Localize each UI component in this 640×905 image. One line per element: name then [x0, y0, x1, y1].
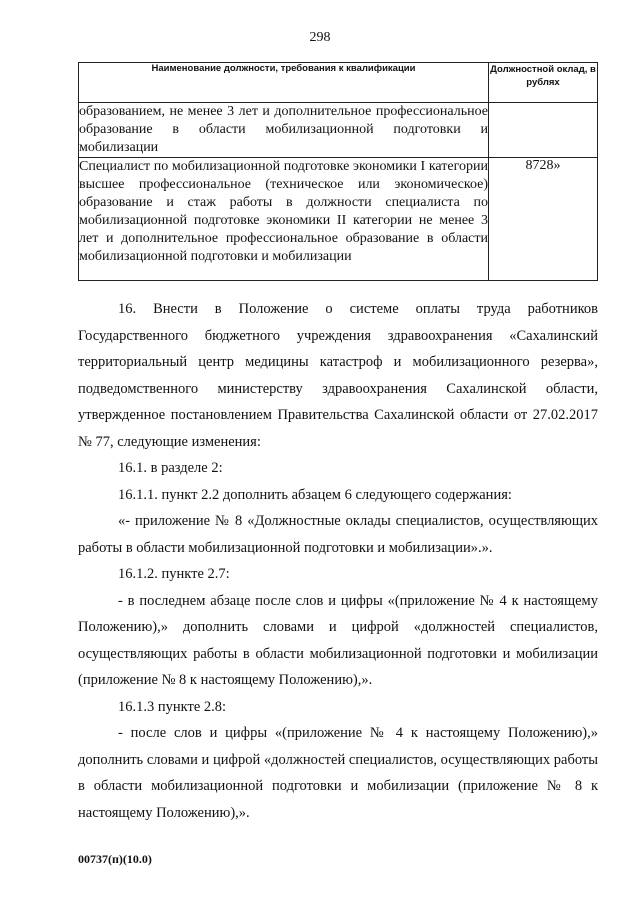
table-header-row	[79, 63, 598, 103]
row-position-text: Специалист по мобилизационной подготовке экономики I категории высшее профессиональное (техническое или экономическое) образование и стаж работы в должности специалиста по мобилизационной подготовке экономики II категории не менее 3 лет и дополнительное профессиональное образование в области мобилизационной подготовки и мобилизации	[79, 158, 489, 281]
paragraph: - после слов и цифры «(приложение № 4 к настоящему Положению),» дополнить словами и цифрой «должностей специалистов, осуществляющих работы в области мобилизационной подготовки и мобилизации (приложение № 8 к настоящему Положению),».	[78, 725, 598, 821]
header-salary: Должностной оклад, в рублях	[489, 63, 598, 103]
document-body	[78, 296, 598, 826]
paragraph: 16. Внести в Положение о системе оплаты труда работников Государственного бюджетного учреждения здравоохранения «Сахалинский территориальный центр медицины катастроф и мобилизационного резерва», подведомственного министерству здравоохранения Сахалинской области, утвержденное постановлением Правительства Сахалинской области от 27.02.2017 № 77, следующие изменения:	[78, 301, 598, 450]
row-salary	[489, 103, 598, 158]
paragraph: - в последнем абзаце после слов и цифры «(приложение № 4 к настоящему Положению),» дополнить словами и цифрой «должностей специалистов, осуществляющих работы в области мобилизационной подготовки и мобилизации (приложение № 8 к настоящему Положению),».	[78, 592, 598, 688]
row-salary: 8728»	[489, 158, 598, 281]
table-row	[79, 158, 598, 281]
row-position-text: образованием, не менее 3 лет и дополнительное профессиональное образование в области мобилизационной подготовки и мобилизации	[79, 103, 489, 158]
paragraph: «- приложение № 8 «Должностные оклады специалистов, осуществляющих работы в области мобилизационной подготовки и мобилизации».».	[78, 513, 598, 556]
page-number: 298	[309, 30, 331, 45]
header-position: Наименование должности, требования к квалификации	[79, 63, 489, 103]
paragraph: 16.1.2. пункте 2.7:	[118, 566, 230, 582]
document-code: 00737(п)(10.0)	[78, 852, 152, 866]
table-row	[79, 103, 598, 158]
paragraph: 16.1. в разделе 2:	[118, 460, 223, 476]
paragraph: 16.1.1. пункт 2.2 дополнить абзацем 6 следующего содержания:	[118, 486, 512, 503]
paragraph: 16.1.3 пункте 2.8:	[118, 698, 227, 715]
positions-salary-table	[78, 62, 598, 281]
